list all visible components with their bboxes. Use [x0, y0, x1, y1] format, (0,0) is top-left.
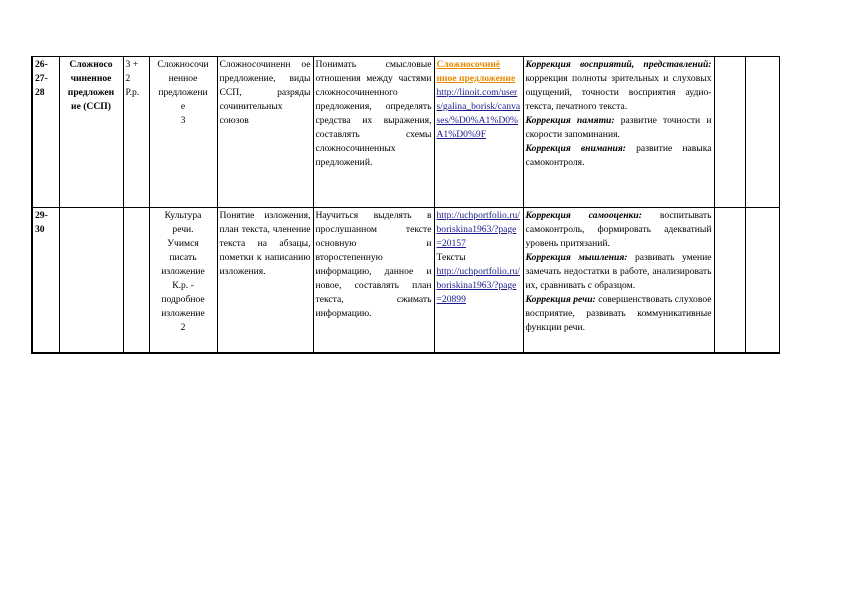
- correction-label: Коррекция памяти:: [525, 115, 615, 126]
- correction-item: [526, 58, 712, 114]
- correction-item: [526, 209, 712, 251]
- topic-text: Сложносо чиненное предложен ие (ССП): [67, 59, 115, 112]
- table-row: [32, 208, 779, 354]
- lesson-type-text: Сложносочи ненное предложени е 3: [157, 59, 209, 126]
- empty-cell: [745, 57, 779, 208]
- correction-item: [526, 251, 712, 293]
- resource-label: Тексты: [436, 252, 466, 263]
- goals-cell: [313, 57, 434, 208]
- correction-item: [526, 293, 712, 335]
- correction-text: воспитывать самоконтроль, формировать адекватный уровень притязаний.: [525, 210, 712, 249]
- correction-label: Коррекция речи:: [525, 294, 596, 305]
- content-cell: [217, 208, 313, 354]
- correction-text: коррекция полноты зрительных и слуховых ощущений, точности восприятия аудио-текста, печатного текста.: [525, 73, 712, 112]
- correction-text: совершенствовать слуховое восприятие, развивать коммуникативные функции речи.: [525, 294, 712, 333]
- empty-cell: [714, 208, 745, 354]
- correction-label: Коррекция восприятий, представлений:: [525, 59, 712, 70]
- content-cell: [217, 57, 313, 208]
- resource-link[interactable]: http://linoit.com/users/galina_borisk/canvases/%D0%A1%D0%A1%D0%9F: [436, 87, 521, 140]
- correction-cell: [523, 208, 714, 354]
- content-text: Понятие изложения, план текста, членение текста на абзацы, пометки к написанию изложения.: [219, 210, 311, 277]
- topic-cell: [59, 208, 123, 354]
- correction-text: развивать умение замечать недостатки в работе, анализировать их, сравнивать с образцом.: [525, 252, 712, 291]
- lesson-plan-table: [31, 56, 780, 354]
- correction-label: Коррекция мышления:: [525, 252, 628, 263]
- correction-item: [526, 142, 712, 170]
- lesson-type-text: Культура речи. Учимся писать изложение К.р. - подробное изложение 2: [161, 210, 205, 333]
- lesson-type-cell: [149, 57, 217, 208]
- empty-cell: [714, 57, 745, 208]
- goals-text: Научиться выделять в прослушанном тексте основную и второстепенную информацию, данное и новое, составлять план текста, сжимать информацию.: [315, 210, 432, 319]
- goals-cell: [313, 208, 434, 354]
- goals-text: Понимать смысловые отношения между частями сложносочиненного предложения, определять средства их выражения, составлять схемы сложносочиненных предложений.: [315, 59, 432, 168]
- lesson-number: 26- 27- 28: [35, 59, 48, 98]
- content-text: Сложносочиненн ое предложение, виды ССП, разряды сочинительных союзов: [219, 59, 311, 126]
- lesson-number-cell: [32, 57, 59, 208]
- lesson-type-cell: [149, 208, 217, 354]
- resource-title: Сложносочинё нное предложение: [436, 59, 516, 84]
- empty-cell: [745, 208, 779, 354]
- lesson-number: 29- 30: [35, 210, 48, 235]
- correction-text: развитие точности и скорости запоминания.: [525, 115, 712, 140]
- correction-item: [526, 114, 712, 142]
- hours-text: 3 + 2 Р.р.: [125, 59, 140, 98]
- correction-text: развитие навыка самоконтроля.: [525, 143, 712, 168]
- resources-cell: [434, 208, 523, 354]
- resource-link[interactable]: http://uchportfolio.ru/boriskina1963/?page=20899: [436, 266, 520, 305]
- table-row: [32, 57, 779, 208]
- resources-cell: [434, 57, 523, 208]
- topic-cell: [59, 57, 123, 208]
- hours-cell: [123, 57, 149, 208]
- resource-link[interactable]: http://uchportfolio.ru/boriskina1963/?page=20157: [436, 210, 520, 249]
- correction-label: Коррекция самооценки:: [525, 210, 642, 221]
- hours-cell: [123, 208, 149, 354]
- lesson-number-cell: [32, 208, 59, 354]
- correction-label: Коррекция внимания:: [525, 143, 627, 154]
- correction-cell: [523, 57, 714, 208]
